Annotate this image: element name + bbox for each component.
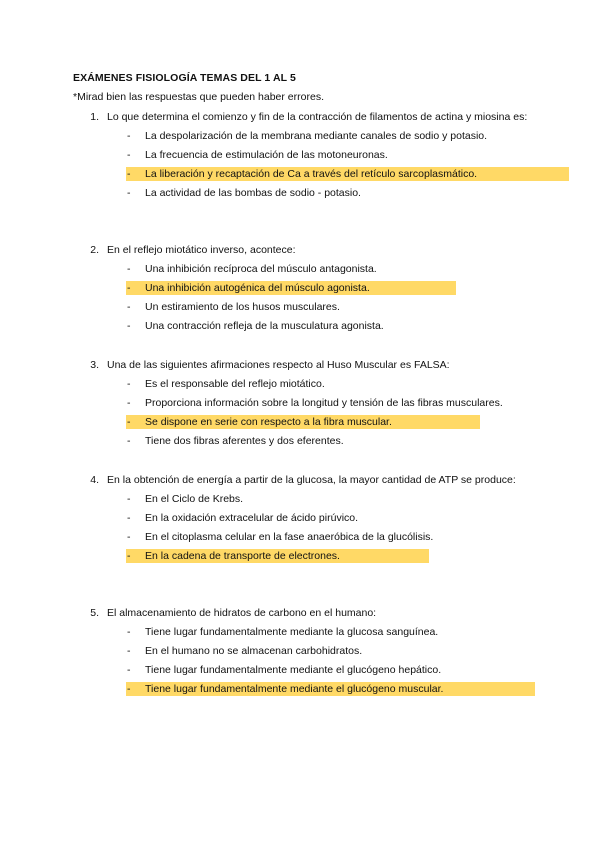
option-item-correct bbox=[73, 165, 528, 184]
question-1 bbox=[73, 108, 528, 203]
question-number: 2. bbox=[90, 244, 99, 256]
options-list bbox=[73, 375, 528, 451]
option-text: Tiene dos fibras aferentes y dos eferentes. bbox=[145, 435, 344, 447]
option-item-correct bbox=[73, 279, 528, 298]
question-text: Lo que determina el comienzo y fin de la contracción de filamentos de actina y miosina es: bbox=[107, 111, 528, 123]
option-dash: - bbox=[127, 512, 131, 524]
option-text: En el citoplasma celular en la fase anaeróbica de la glucólisis. bbox=[145, 531, 434, 543]
option-item bbox=[73, 661, 528, 680]
option-text: En la oxidación extracelular de ácido pirúvico. bbox=[145, 512, 359, 524]
option-text: La liberación y recaptación de Ca a través del retículo sarcoplasmático. bbox=[145, 168, 478, 180]
option-text: Proporciona información sobre la longitud y tensión de las fibras musculares. bbox=[145, 397, 503, 409]
option-item bbox=[73, 490, 528, 509]
option-dash: - bbox=[127, 282, 131, 294]
option-item-correct bbox=[73, 413, 528, 432]
option-text: Una inhibición recíproca del músculo antagonista. bbox=[145, 263, 377, 275]
option-item bbox=[73, 375, 528, 394]
option-text: La actividad de las bombas de sodio - potasio. bbox=[145, 187, 361, 199]
question-text: Una de las siguientes afirmaciones respecto al Huso Muscular es FALSA: bbox=[107, 359, 450, 371]
options-list bbox=[73, 127, 528, 203]
question-text: En la obtención de energía a partir de la glucosa, la mayor cantidad de ATP se produce: bbox=[107, 474, 516, 486]
question-3 bbox=[73, 356, 528, 451]
question-2 bbox=[73, 241, 528, 336]
option-item bbox=[73, 127, 528, 146]
option-text: Tiene lugar fundamentalmente mediante el glucógeno muscular. bbox=[145, 683, 444, 695]
option-item bbox=[73, 260, 528, 279]
option-item bbox=[73, 394, 528, 413]
option-text: Un estiramiento de los husos musculares. bbox=[145, 301, 340, 313]
question-number: 3. bbox=[90, 359, 99, 371]
option-text: Tiene lugar fundamentalmente mediante la glucosa sanguínea. bbox=[145, 626, 439, 638]
question-text: En el reflejo miotático inverso, acontece: bbox=[107, 244, 296, 256]
option-item bbox=[73, 528, 528, 547]
option-item bbox=[73, 642, 528, 661]
option-text: En la cadena de transporte de electrones. bbox=[145, 550, 340, 562]
option-text: Una inhibición autogénica del músculo agonista. bbox=[145, 282, 370, 294]
option-dash: - bbox=[127, 397, 131, 409]
question-number: 5. bbox=[90, 607, 99, 619]
question-4 bbox=[73, 471, 528, 566]
option-text: La frecuencia de estimulación de las motoneuronas. bbox=[145, 149, 388, 161]
option-text: La despolarización de la membrana mediante canales de sodio y potasio. bbox=[145, 130, 488, 142]
option-dash: - bbox=[127, 263, 131, 275]
option-dash: - bbox=[127, 645, 131, 657]
option-dash: - bbox=[127, 416, 131, 428]
option-dash: - bbox=[127, 301, 131, 313]
option-text: Una contracción refleja de la musculatura agonista. bbox=[145, 320, 384, 332]
option-item bbox=[73, 317, 528, 336]
document-title: EXÁMENES FISIOLOGÍA TEMAS DEL 1 AL 5 bbox=[73, 72, 296, 84]
option-dash: - bbox=[127, 550, 131, 562]
option-dash: - bbox=[127, 320, 131, 332]
option-item bbox=[73, 184, 528, 203]
document-note: *Mirad bien las respuestas que pueden haber errores. bbox=[73, 91, 324, 103]
option-dash: - bbox=[127, 683, 131, 695]
option-dash: - bbox=[127, 187, 131, 199]
options-list bbox=[73, 623, 528, 699]
option-item bbox=[73, 432, 528, 451]
question-text: El almacenamiento de hidratos de carbono en el humano: bbox=[107, 607, 377, 619]
option-text: Tiene lugar fundamentalmente mediante el glucógeno hepático. bbox=[145, 664, 442, 676]
option-dash: - bbox=[127, 493, 131, 505]
question-number: 1. bbox=[90, 111, 99, 123]
option-item-correct bbox=[73, 680, 528, 699]
option-dash: - bbox=[127, 664, 131, 676]
option-dash: - bbox=[127, 435, 131, 447]
option-item bbox=[73, 298, 528, 317]
option-text: En el humano no se almacenan carbohidratos. bbox=[145, 645, 363, 657]
option-item-correct bbox=[73, 547, 528, 566]
option-dash: - bbox=[127, 130, 131, 142]
question-5 bbox=[73, 604, 528, 699]
options-list bbox=[73, 260, 528, 336]
option-text: En el Ciclo de Krebs. bbox=[145, 493, 244, 505]
question-number: 4. bbox=[90, 474, 99, 486]
option-dash: - bbox=[127, 168, 131, 180]
option-dash: - bbox=[127, 149, 131, 161]
option-dash: - bbox=[127, 626, 131, 638]
options-list bbox=[73, 490, 528, 566]
option-item bbox=[73, 146, 528, 165]
option-item bbox=[73, 509, 528, 528]
option-item bbox=[73, 623, 528, 642]
option-dash: - bbox=[127, 531, 131, 543]
option-text: Es el responsable del reflejo miotático. bbox=[145, 378, 325, 390]
option-text: Se dispone en serie con respecto a la fibra muscular. bbox=[145, 416, 392, 428]
option-dash: - bbox=[127, 378, 131, 390]
